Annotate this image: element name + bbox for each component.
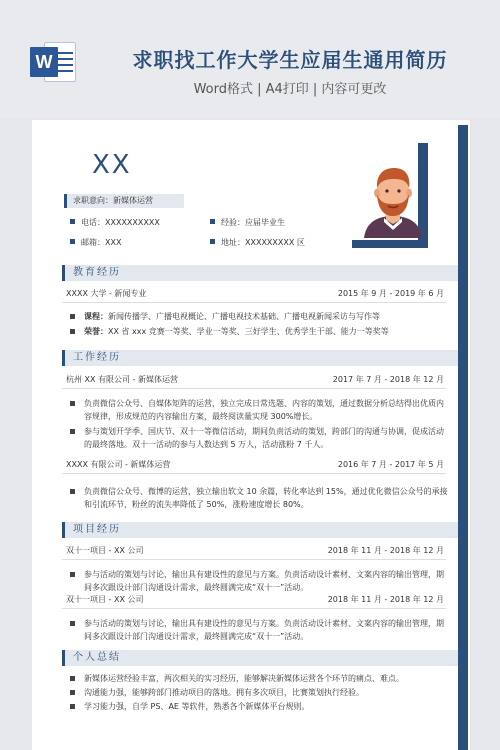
bullet-square bbox=[70, 704, 75, 709]
bullet-square bbox=[70, 401, 75, 406]
accent-side-bar bbox=[458, 125, 468, 750]
bullet-square bbox=[70, 489, 75, 494]
section-education bbox=[62, 265, 458, 281]
job-bullet: 负责微信公众号、自媒体矩阵的运营，独立完成日常选题、内容的策划，通过数据分析总结得出优质内容规律，形成规范的内容输出方案，最终阅读量实现 300%增长。 bbox=[70, 397, 450, 423]
project-title: 双十一项目 - XX 公司 bbox=[66, 595, 144, 604]
job-intent: 求职意向：新媒体运营 bbox=[64, 194, 184, 208]
project-dates: 2018 年 11 月 - 2018 年 12 月 bbox=[327, 595, 444, 604]
job-title: 杭州 XX 有限公司 - 新媒体运营 bbox=[66, 375, 179, 384]
job-dates: 2017 年 7 月 - 2018 年 12 月 bbox=[332, 375, 444, 384]
bullet-square bbox=[70, 572, 75, 577]
bullet-square bbox=[70, 329, 75, 334]
job-bullet: 负责微信公众号、微博的运营，独立输出软文 10 余篇，转化率达到 15%，通过优化微信公众号的承接和引流环节，粉丝的流失率降低了 50%，涨粉速度增长 80%。 bbox=[70, 485, 450, 511]
education-courses: 课程：新闻传播学、广播电视概论、广播电视技术基础、广播电视新闻采访与写作等 bbox=[70, 310, 450, 323]
section-heading: 项目经历 bbox=[73, 524, 121, 535]
bullet-square bbox=[70, 621, 75, 626]
photo-frame-bottom bbox=[352, 240, 428, 248]
bullet-square bbox=[210, 219, 215, 224]
candidate-name: XX bbox=[92, 150, 132, 180]
word-document-icon bbox=[30, 42, 76, 82]
project-title: 双十一项目 - XX 公司 bbox=[66, 546, 144, 555]
bullet-square bbox=[70, 219, 75, 224]
summary-bullet: 新媒体运营经验丰富，两次相关的实习经历，能够解决新媒体运营各个环节的痛点、难点。 bbox=[70, 672, 450, 685]
bullet-square bbox=[70, 239, 75, 244]
project-dates: 2018 年 11 月 - 2018 年 12 月 bbox=[327, 546, 444, 555]
section-heading: 个人总结 bbox=[73, 652, 121, 663]
section-heading: 教育经历 bbox=[73, 267, 121, 278]
project-bullet: 参与活动的策划与讨论，输出具有建设性的意见与方案。负责活动设计素材、文案内容的输出管理，期间多次跟设计部门沟通设计需求，最终圆满完成“双十一”活动。 bbox=[70, 568, 450, 594]
section-projects bbox=[62, 522, 458, 538]
avatar bbox=[358, 160, 428, 238]
section-work bbox=[62, 350, 458, 366]
section-summary bbox=[62, 650, 458, 666]
info-email: 邮箱：XXX bbox=[70, 237, 121, 248]
bullet-square bbox=[70, 690, 75, 695]
bullet-square bbox=[70, 676, 75, 681]
project-bullet: 参与活动的策划与讨论，输出具有建设性的意见与方案。负责活动设计素材、文案内容的输出管理，期间多次跟设计部门沟通设计需求，最终圆满完成“双十一”活动。 bbox=[70, 617, 450, 643]
job-dates: 2016 年 7 月 - 2017 年 5 月 bbox=[337, 460, 444, 469]
summary-bullet: 学习能力强，自学 PS、AE 等软件，熟悉各个新媒体平台规则。 bbox=[70, 700, 450, 713]
divider bbox=[62, 473, 446, 474]
section-heading: 工作经历 bbox=[73, 352, 121, 363]
word-letter: W bbox=[30, 47, 58, 77]
education-dates: 2015 年 9 月 - 2019 年 6 月 bbox=[337, 289, 444, 298]
info-address: 地址：XXXXXXXXX 区 bbox=[210, 237, 305, 248]
divider bbox=[62, 302, 446, 303]
bullet-square bbox=[70, 429, 75, 434]
info-experience: 经验：应届毕业生 bbox=[210, 217, 285, 228]
job-bullet: 参与策划开学季、国庆节、双十一等微信活动，期间负责活动的策划，跨部门的沟通与协调，促成活动的最终落地。双十一活动的参与人数达到 5 万人，活动涨粉 7 千人。 bbox=[70, 425, 450, 451]
education-honors: 荣誉：XX 省 xxx 竞赛一等奖、学业一等奖、三好学生、优秀学生干部、能力一等奖等 bbox=[70, 325, 450, 338]
page-subtitle: Word格式 | A4打印 | 内容可更改 bbox=[193, 82, 387, 97]
bullet-square bbox=[70, 314, 75, 319]
divider bbox=[62, 608, 446, 609]
divider bbox=[62, 559, 446, 560]
page-title: 求职找工作大学生应届生通用简历 bbox=[132, 48, 448, 72]
bullet-square bbox=[210, 239, 215, 244]
info-phone: 电话：XXXXXXXXXX bbox=[70, 217, 160, 228]
divider bbox=[62, 388, 446, 389]
education-school: XXXX 大学 - 新闻专业 bbox=[66, 289, 147, 298]
job-title: XXXX 有限公司 - 新媒体运营 bbox=[66, 460, 171, 469]
summary-bullet: 沟通能力强，能够跨部门推动项目的落地。拥有多次项目，比赛策划执行经验。 bbox=[70, 686, 450, 699]
